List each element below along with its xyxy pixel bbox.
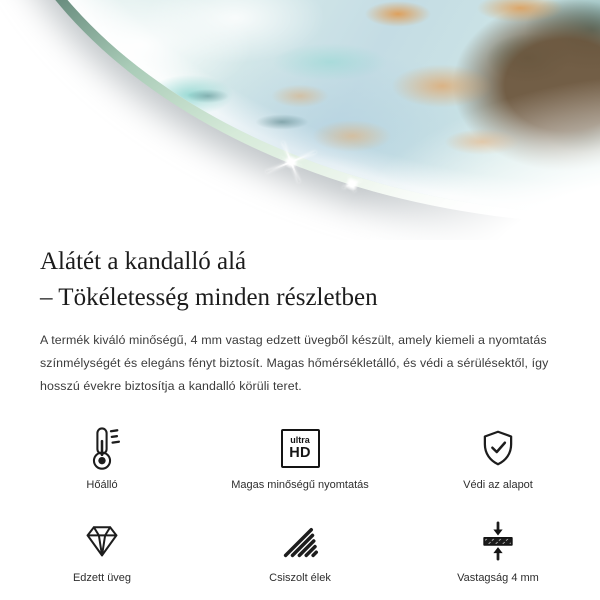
diamond-icon (81, 517, 123, 565)
feature-protects-base (436, 424, 560, 491)
feature-heat-resistant (40, 424, 164, 491)
shield-check-icon (478, 424, 518, 472)
uhd-text-bottom: HD (289, 445, 311, 462)
thermometer-icon (82, 424, 122, 472)
polished-edges-icon (279, 517, 321, 565)
feature-polished-edges (164, 517, 436, 584)
white-fade-overlay (0, 0, 600, 240)
feature-label: Csiszolt élek (269, 572, 331, 585)
product-hero-image (0, 0, 600, 240)
feature-hd-print (164, 424, 436, 491)
feature-label: Edzett üveg (72, 572, 132, 585)
page-title-line1: Alátét a kandalló alá (40, 248, 247, 275)
ultra-hd-badge-icon (281, 424, 320, 472)
product-description: A termék kiváló minőségű, 4 mm vastag edzett üvegből készült, amely kiemeli a nyomtatás színmélységét és elegáns fényt biztosít. Magas hőmérsékletálló, és védi a sérülésektől, így hosszú évekre biztosítja a kandalló körüli teret. (40, 333, 549, 393)
feature-thickness (436, 517, 560, 584)
feature-label: Védi az alapot (463, 479, 533, 492)
feature-label: Magas minőségű nyomtatás (231, 479, 369, 492)
feature-label: Vastagság 4 mm (457, 572, 539, 585)
thickness-arrows-icon (478, 517, 518, 565)
uhd-text-top: ultra (290, 435, 310, 446)
feature-grid (40, 424, 560, 584)
feature-label: Hőálló (86, 479, 118, 492)
page-title-line2: – Tökéletesség minden részletben (40, 283, 378, 311)
page-title (40, 244, 560, 315)
feature-tempered-glass (40, 517, 164, 584)
